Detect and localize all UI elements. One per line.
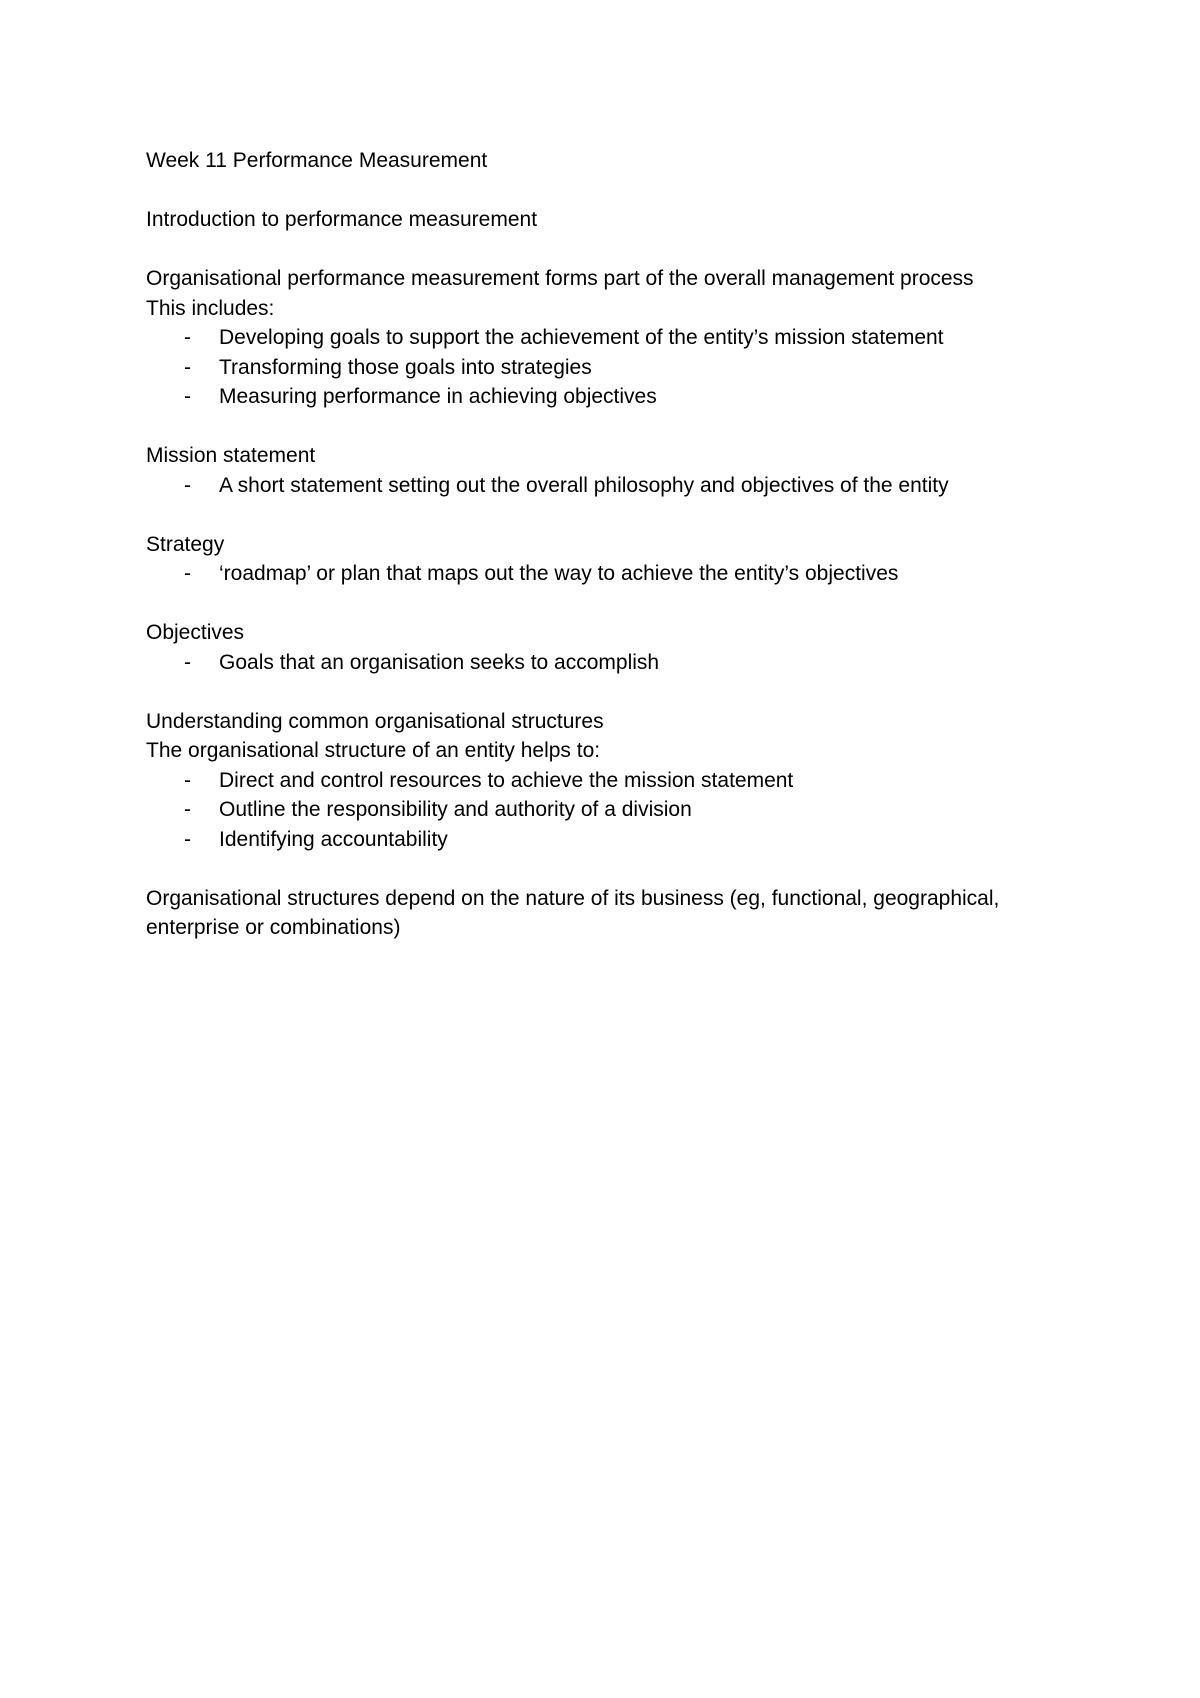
bullet-dash: - bbox=[184, 326, 191, 349]
bullet-dash: - bbox=[184, 650, 191, 674]
objectives-list bbox=[146, 648, 1076, 678]
bullet-dash: - bbox=[184, 798, 191, 821]
spacer bbox=[146, 412, 1076, 442]
list-item bbox=[146, 559, 1076, 589]
structures-lead: The organisational structure of an entity helps to: bbox=[146, 739, 601, 762]
mission-list bbox=[146, 471, 1076, 501]
list-item bbox=[146, 382, 1076, 412]
overview-lead: This includes: bbox=[146, 296, 275, 320]
bullet-dash: - bbox=[184, 562, 191, 585]
list-item-text: Outline the responsibility and authority of a division bbox=[219, 798, 692, 821]
list-item-text: Measuring performance in achieving objectives bbox=[219, 385, 657, 408]
spacer bbox=[146, 500, 1076, 530]
list-item-text: Transforming those goals into strategies bbox=[219, 355, 592, 379]
spacer bbox=[146, 677, 1076, 707]
intro-heading: Introduction to performance measurement bbox=[146, 208, 538, 231]
spacer bbox=[146, 589, 1076, 619]
bullet-dash: - bbox=[184, 768, 191, 792]
mission-heading: Mission statement bbox=[146, 444, 316, 467]
bullet-dash: - bbox=[184, 473, 191, 497]
strategy-list bbox=[146, 559, 1076, 589]
list-item-text: Developing goals to support the achievement of the entity’s mission statement bbox=[219, 326, 944, 349]
overview-paragraph: Organisational performance measurement forms part of the overall management process bbox=[146, 267, 974, 290]
spacer bbox=[146, 176, 1076, 206]
list-item-text: Goals that an organisation seeks to accomplish bbox=[219, 650, 660, 674]
list-item bbox=[146, 353, 1076, 383]
bullet-dash: - bbox=[184, 827, 191, 851]
closing-paragraph: Organisational structures depend on the nature of its business (eg, functional, geographical, enterprise or combinations) bbox=[146, 886, 1000, 939]
spacer bbox=[146, 854, 1076, 884]
list-item-text: Direct and control resources to achieve the mission statement bbox=[219, 768, 794, 792]
spacer bbox=[146, 235, 1076, 265]
strategy-heading: Strategy bbox=[146, 532, 225, 556]
objectives-heading: Objectives bbox=[146, 621, 245, 644]
bullet-dash: - bbox=[184, 385, 191, 408]
list-item bbox=[146, 825, 1076, 855]
document-title: Week 11 Performance Measurement bbox=[146, 149, 488, 172]
list-item-text: Identifying accountability bbox=[219, 827, 448, 851]
list-item-text: ‘roadmap’ or plan that maps out the way to achieve the entity’s objectives bbox=[219, 562, 899, 585]
list-item bbox=[146, 648, 1076, 678]
structures-heading: Understanding common organisational structures bbox=[146, 709, 604, 733]
overview-list bbox=[146, 323, 1076, 412]
list-item bbox=[146, 323, 1076, 353]
list-item bbox=[146, 795, 1076, 825]
document-page bbox=[146, 146, 1076, 943]
structures-list bbox=[146, 766, 1076, 855]
bullet-dash: - bbox=[184, 355, 191, 379]
list-item bbox=[146, 766, 1076, 796]
list-item bbox=[146, 471, 1076, 501]
list-item-text: A short statement setting out the overall philosophy and objectives of the entity bbox=[219, 473, 949, 497]
